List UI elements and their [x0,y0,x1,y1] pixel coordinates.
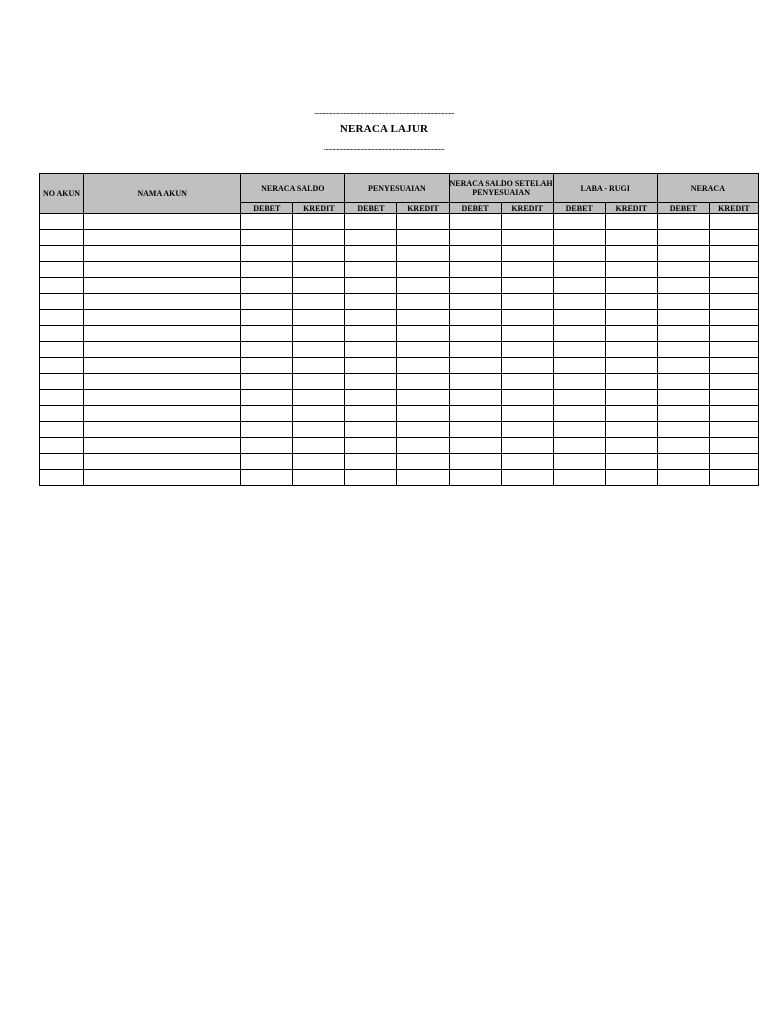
table-cell [605,454,657,470]
table-cell [553,230,605,246]
table-cell [84,342,241,358]
table-cell [709,214,758,230]
table-cell [345,278,397,294]
table-cell [449,278,501,294]
worksheet-body [40,214,759,486]
table-cell [501,422,553,438]
table-cell [293,470,345,486]
table-cell [709,342,758,358]
table-cell [709,278,758,294]
subheader-debet: DEBET [345,203,397,214]
table-cell [40,358,84,374]
table-cell [449,342,501,358]
table-cell [709,406,758,422]
table-cell [241,310,293,326]
table-cell [241,278,293,294]
table-cell [241,342,293,358]
table-cell [449,310,501,326]
table-cell [40,246,84,262]
table-cell [84,374,241,390]
table-cell [345,262,397,278]
table-cell [501,454,553,470]
table-cell [397,294,449,310]
table-cell [501,342,553,358]
table-cell [397,246,449,262]
table-cell [40,326,84,342]
table-cell [293,214,345,230]
table-cell [397,438,449,454]
table-cell [345,470,397,486]
table-cell [84,230,241,246]
table-cell [501,358,553,374]
table-cell [449,230,501,246]
table-cell [293,406,345,422]
table-cell [40,230,84,246]
subheader-debet: DEBET [657,203,709,214]
table-cell [449,246,501,262]
table-cell [84,358,241,374]
table-cell [345,310,397,326]
table-cell [657,358,709,374]
table-cell [241,390,293,406]
table-cell [84,278,241,294]
table-cell [241,326,293,342]
table-cell [345,406,397,422]
table-cell [553,470,605,486]
subheader-debet: DEBET [241,203,293,214]
table-cell [397,390,449,406]
table-cell [501,278,553,294]
table-cell [40,470,84,486]
table-cell [397,422,449,438]
table-cell [397,470,449,486]
table-cell [397,310,449,326]
table-cell [293,422,345,438]
table-row [40,438,759,454]
table-row [40,342,759,358]
table-cell [241,230,293,246]
subheader-kredit: KREDIT [397,203,449,214]
table-cell [241,358,293,374]
table-cell [345,358,397,374]
header-neraca-saldo-setelah-penyesuaian: NERACA SALDO SETELAH PENYESUAIAN [449,174,553,203]
table-cell [709,310,758,326]
table-cell [605,422,657,438]
table-cell [449,406,501,422]
table-cell [605,438,657,454]
table-cell [605,262,657,278]
table-cell [397,214,449,230]
table-cell [84,294,241,310]
table-cell [605,342,657,358]
table-cell [241,374,293,390]
table-cell [241,246,293,262]
table-cell [293,278,345,294]
table-cell [657,262,709,278]
table-cell [657,390,709,406]
table-cell [553,278,605,294]
header-laba-rugi: LABA - RUGI [553,174,657,203]
header-dotted-line-bottom: ...................................................................................... [323,143,445,152]
table-cell [605,246,657,262]
table-cell [293,374,345,390]
table-cell [241,470,293,486]
table-cell [449,374,501,390]
header-dotted-line-top: .................................................................................................... [313,107,454,116]
table-row [40,214,759,230]
table-cell [605,294,657,310]
table-cell [553,454,605,470]
table-row [40,406,759,422]
table-cell [657,454,709,470]
table-cell [84,310,241,326]
table-row [40,262,759,278]
table-cell [449,438,501,454]
table-cell [293,326,345,342]
table-cell [501,262,553,278]
table-cell [345,374,397,390]
table-cell [40,278,84,294]
table-cell [605,406,657,422]
table-cell [501,406,553,422]
table-cell [241,294,293,310]
table-cell [709,374,758,390]
table-cell [345,438,397,454]
table-cell [553,246,605,262]
table-cell [397,278,449,294]
table-cell [449,422,501,438]
table-cell [345,230,397,246]
table-cell [397,262,449,278]
table-cell [84,470,241,486]
table-cell [84,262,241,278]
table-cell [553,326,605,342]
header-neraca: NERACA [657,174,758,203]
table-row [40,294,759,310]
table-cell [293,454,345,470]
table-cell [84,422,241,438]
table-cell [657,342,709,358]
header-neraca-saldo: NERACA SALDO [241,174,345,203]
table-cell [657,406,709,422]
table-cell [84,326,241,342]
table-row [40,470,759,486]
table-cell [241,262,293,278]
table-cell [709,358,758,374]
table-cell [605,470,657,486]
table-cell [293,246,345,262]
table-cell [345,326,397,342]
table-cell [605,214,657,230]
table-cell [40,454,84,470]
table-cell [501,214,553,230]
table-cell [605,230,657,246]
table-cell [84,246,241,262]
table-cell [40,262,84,278]
table-cell [293,262,345,278]
table-cell [501,470,553,486]
table-cell [241,454,293,470]
table-cell [657,374,709,390]
table-cell [449,214,501,230]
table-cell [709,294,758,310]
table-cell [501,230,553,246]
page-title: NERACA LAJUR [339,123,429,135]
table-cell [657,470,709,486]
table-row [40,310,759,326]
table-cell [40,406,84,422]
header-nama-akun: NAMA AKUN [84,174,241,214]
table-cell [501,310,553,326]
header-no-akun: NO AKUN [40,174,84,214]
table-cell [40,310,84,326]
table-cell [84,214,241,230]
table-cell [241,214,293,230]
table-cell [553,294,605,310]
table-cell [397,342,449,358]
table-cell [293,438,345,454]
table-cell [84,390,241,406]
table-cell [84,454,241,470]
table-cell [449,262,501,278]
table-cell [605,310,657,326]
table-cell [709,246,758,262]
table-cell [553,310,605,326]
table-row [40,326,759,342]
table-cell [345,214,397,230]
table-cell [709,454,758,470]
table-cell [709,230,758,246]
table-cell [40,422,84,438]
table-cell [84,406,241,422]
table-cell [345,422,397,438]
table-cell [553,214,605,230]
table-cell [709,262,758,278]
table-cell [657,326,709,342]
table-row [40,358,759,374]
worksheet-table [39,173,759,486]
table-cell [657,310,709,326]
table-cell [657,294,709,310]
table-cell [241,422,293,438]
table-cell [449,454,501,470]
table-cell [449,294,501,310]
table-cell [40,390,84,406]
table-cell [553,422,605,438]
table-cell [553,342,605,358]
table-cell [293,342,345,358]
table-cell [657,246,709,262]
table-cell [449,358,501,374]
table-cell [709,470,758,486]
table-cell [293,358,345,374]
table-cell [605,390,657,406]
table-cell [657,278,709,294]
table-cell [709,326,758,342]
table-cell [345,294,397,310]
table-row [40,230,759,246]
table-row [40,374,759,390]
table-cell [293,230,345,246]
table-cell [709,438,758,454]
table-cell [40,438,84,454]
table-cell [345,342,397,358]
table-cell [553,374,605,390]
table-cell [657,230,709,246]
table-cell [241,438,293,454]
table-cell [553,262,605,278]
table-cell [397,326,449,342]
table-cell [293,390,345,406]
table-cell [709,422,758,438]
table-cell [241,406,293,422]
table-cell [84,438,241,454]
table-cell [345,454,397,470]
table-cell [40,294,84,310]
table-cell [501,246,553,262]
subheader-debet: DEBET [449,203,501,214]
table-cell [449,326,501,342]
table-cell [501,326,553,342]
table-row [40,278,759,294]
table-cell [397,358,449,374]
header-penyesuaian: PENYESUAIAN [345,174,449,203]
table-cell [293,310,345,326]
table-cell [553,390,605,406]
subheader-kredit: KREDIT [501,203,553,214]
table-row [40,246,759,262]
table-cell [345,390,397,406]
table-cell [40,342,84,358]
table-cell [449,470,501,486]
table-cell [605,374,657,390]
table-cell [657,438,709,454]
table-cell [605,326,657,342]
table-cell [40,374,84,390]
table-cell [553,358,605,374]
table-cell [605,278,657,294]
table-cell [553,438,605,454]
table-cell [293,294,345,310]
table-cell [345,246,397,262]
table-cell [709,390,758,406]
table-cell [397,374,449,390]
table-cell [553,406,605,422]
table-cell [501,438,553,454]
table-cell [397,406,449,422]
table-cell [605,358,657,374]
subheader-kredit: KREDIT [709,203,758,214]
table-cell [657,422,709,438]
table-cell [501,294,553,310]
subheader-kredit: KREDIT [293,203,345,214]
table-cell [40,214,84,230]
table-cell [501,374,553,390]
subheader-kredit: KREDIT [605,203,657,214]
table-row [40,422,759,438]
subheader-debet: DEBET [553,203,605,214]
table-cell [501,390,553,406]
table-cell [397,454,449,470]
table-cell [657,214,709,230]
table-cell [397,230,449,246]
table-row [40,454,759,470]
table-cell [449,390,501,406]
table-row [40,390,759,406]
